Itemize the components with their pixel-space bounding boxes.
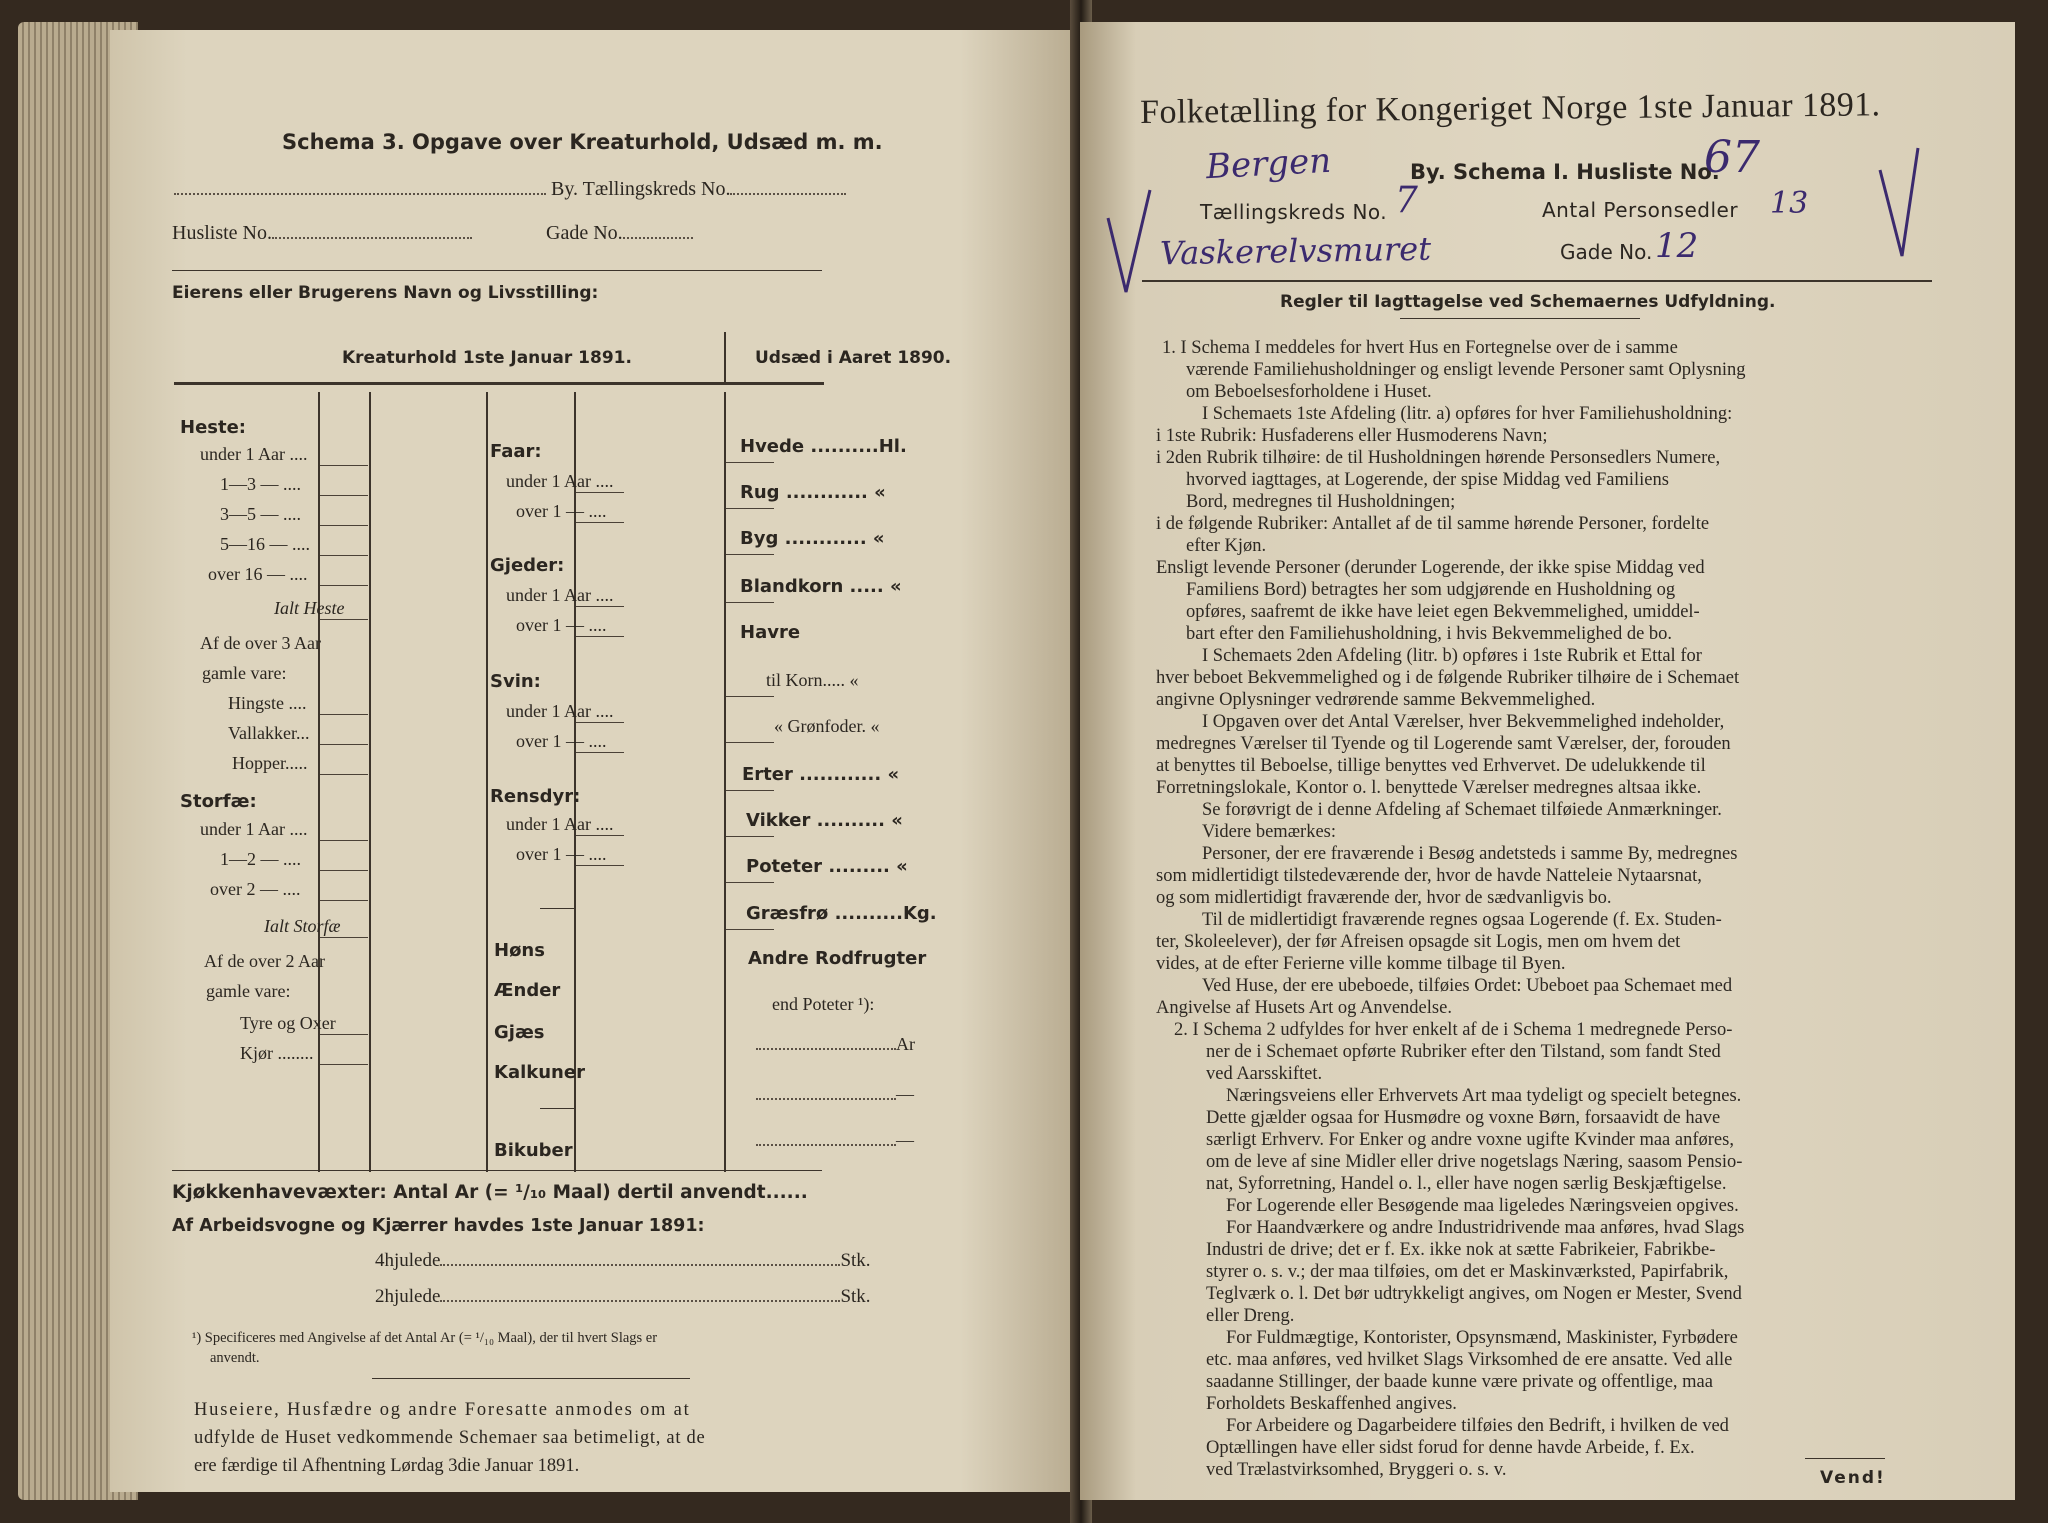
rule-line-50: For Arbeidere og Dagarbeidere tilføies den Bedrift, i hvilken de ved: [1226, 1416, 1729, 1436]
rule-line-25: som midlertidigt tilstedeværende der, hvor de havde Natteleie Nytaarsnat,: [1156, 866, 1702, 886]
gjeder-label: Gjeder:: [490, 555, 565, 576]
by-schema-husliste: By. Schema I. Husliste No.: [1410, 160, 1720, 184]
rule-line-24: Personer, der ere fraværende i Besøg andetsteds i samme By, medregnes: [1202, 844, 1738, 864]
hingste: Hingste ....: [228, 693, 307, 713]
gamle-vare-1: gamle vare:: [202, 663, 287, 683]
rule-line-39: nat, Syforretning, Handel o. l., eller have nogen særlig Beskjæftigelse.: [1206, 1174, 1727, 1194]
rule-line-37: særligt Erhverv. For Enker og andre voxne ugifte Kvinder maa anføres,: [1206, 1130, 1734, 1150]
rule-line-49: Forholdets Beskaffenhed angives.: [1206, 1394, 1457, 1414]
rule-line-14: bart efter den Familiehusholdning, i hvis Bekvemmelighed de bo.: [1186, 624, 1673, 644]
heste-5-16: 5—16 — ....: [220, 534, 310, 554]
footnote-line-1: ¹) Specificeres med Angivelse af det Antal Ar (= ¹/₁₀ Maal), der til hvert Slags er: [192, 1330, 658, 1346]
gjeder-over1: over 1 — ....: [516, 615, 607, 635]
vallakker: Vallakker...: [228, 723, 310, 743]
aender-label: Ænder: [494, 980, 561, 1001]
kjokkenhavevaexter: [172, 1182, 808, 1204]
rule-line-48: saadanne Stillinger, der baade kunne være private og offentlige, maa: [1206, 1372, 1713, 1392]
handwritten-city: Bergen: [1205, 140, 1333, 188]
husliste-label: Husliste No.: [172, 222, 272, 244]
rug-label: Rug ............ «: [740, 482, 886, 503]
rule-line-28: ter, Skoleelever), der før Afreisen opsagde sit Logis, men om hvem det: [1156, 932, 1681, 952]
rule-line-9: i de følgende Rubriker: Antallet af de til samme hørende Personer, fordelte: [1156, 514, 1710, 534]
bikuber-label: Bikuber: [494, 1140, 573, 1161]
faar-label: Faar:: [490, 441, 542, 462]
svin-under1: under 1 Aar ....: [506, 701, 614, 721]
rule-line-35: Næringsveiens eller Erhvervets Art maa tydeligt og specielt betegnes.: [1226, 1086, 1742, 1106]
rule-line-36: Dette gjælder ogsaa for Husmødre og voxne Børn, forsaavidt de have: [1206, 1108, 1721, 1128]
rule-line-10: efter Kjøn.: [1186, 536, 1267, 556]
af-over-2-aar: Af de over 2 Aar: [204, 951, 325, 971]
hjulede2-label: 2hjulede: [375, 1286, 441, 1307]
kalkuner-label: Kalkuner: [494, 1062, 585, 1083]
rule-line-4: I Schemaets 1ste Afdeling (litr. a) opføres for hver Familiehusholdning:: [1202, 404, 1733, 424]
rule-line-2: værende Familiehusholdninger og ensligt levende Personer samt Oplysning: [1186, 360, 1746, 380]
kreaturhold-header: Kreaturhold 1ste Januar 1891.: [342, 348, 632, 368]
rule-line-34: ved Aarsskiftet.: [1206, 1064, 1323, 1084]
heste-label: Heste:: [180, 417, 246, 438]
rule-line-15: I Schemaets 2den Afdeling (litr. b) opføres i 1ste Rubrik et Ettal for: [1202, 646, 1702, 666]
left-page-schema-3: [110, 30, 1076, 1492]
faar-under1: under 1 Aar ....: [506, 471, 614, 491]
hjulede4-label: 4hjulede: [375, 1250, 441, 1271]
rodfrugter-ar-line: [756, 1034, 915, 1055]
gamle-vare-2: gamle vare:: [206, 981, 291, 1001]
closing-line-1: Huseiere, Husfædre og andre Foresatte anmodes om at: [194, 1400, 691, 1420]
stk-label: Stk.: [840, 1250, 871, 1271]
rule-line-30: Ved Huse, der ere ubeboede, tilføies Ordet: Ubeboet paa Schemaet med: [1202, 976, 1733, 996]
rule-line-5: i 1ste Rubrik: Husfaderens eller Husmoderens Navn;: [1156, 426, 1548, 446]
handwritten-check-marks: [1080, 22, 2015, 322]
rule-line-1: 1. I Schema I meddeles for hvert Hus en Fortegnelse over de i samme: [1162, 338, 1678, 358]
svin-label: Svin:: [490, 671, 541, 692]
rule-line-13: opføres, saafremt de ikke have leiet egen Bekvemmelighed, umiddel-: [1186, 602, 1700, 622]
heste-under1: under 1 Aar ....: [200, 444, 308, 464]
stk-label-2: Stk.: [840, 1286, 871, 1307]
andre-rodfrugter: Andre Rodfrugter: [748, 948, 927, 969]
rule-line-16: hver beboet Bekvemmelighed og i de følgende Rubriker tilhøire de i Schemaet: [1156, 668, 1740, 688]
gade-label: Gade No.: [546, 222, 623, 244]
ialt-storfae: Ialt Storfæ: [264, 916, 341, 936]
rule-line-11: Ensligt levende Personer (derunder Logerende, der ikke spise Middag ved: [1156, 558, 1705, 578]
handwritten-antal: 13: [1770, 186, 1809, 221]
rule-line-20: at benyttes til Beboelse, tillige benyttes ved Erhvervet. De udelukkende til: [1156, 756, 1706, 776]
handwritten-husliste: 67: [1704, 132, 1760, 183]
rule-line-40: For Logerende eller Besøgende maa ligeledes Næringsveien opgives.: [1226, 1196, 1739, 1216]
end-poteter: end Poteter ¹):: [772, 994, 875, 1014]
rule-line-21: Forretningslokale, Kontor o. l. benyttede Værelser medregnes altsaa ikke.: [1156, 778, 1702, 798]
byg-label: Byg ............ «: [740, 528, 885, 549]
udsaed-header: Udsæd i Aaret 1890.: [755, 348, 952, 368]
hons-label: Høns: [494, 940, 545, 961]
rule-line-31: Angivelse af Husets Art og Anvendelse.: [1156, 998, 1452, 1018]
by-kreds-label: By. Tællingskreds No.: [551, 178, 731, 200]
erter-label: Erter ............ «: [742, 764, 900, 785]
rule-line-8: Bord, medregnes til Husholdningen;: [1186, 492, 1456, 512]
dash-2: —: [896, 1084, 914, 1104]
rule-line-12: Familiens Bord) betragtes her som udgjørende en Husholdning og: [1186, 580, 1676, 600]
vend-label: Vend!: [1820, 1468, 1886, 1488]
rule-line-47: etc. maa anføres, ved hvilket Slags Virksomhed de ere ansatte. Ved alle: [1206, 1350, 1733, 1370]
ar-unit: Ar: [896, 1034, 915, 1054]
regler-heading: Regler til Iagttagelse ved Schemaernes Udfyldning.: [1280, 292, 1776, 312]
handwritten-kreds: 7: [1395, 180, 1418, 221]
arbeidsvogne: Af Arbeidsvogne og Kjærrer havdes 1ste Januar 1891:: [172, 1216, 705, 1236]
taellingskreds-label: Tællingskreds No.: [1200, 200, 1388, 224]
poteter-label: Poteter ......... «: [746, 856, 908, 877]
rule-line-3: om Beboelsesforholdene i Huset.: [1186, 382, 1432, 402]
rensdyr-over1: over 1 — ....: [516, 844, 607, 864]
schema3-title: Schema 3. Opgave over Kreaturhold, Udsæd m. m.: [282, 130, 883, 154]
havre-label: Havre: [740, 622, 801, 643]
husliste-gade-line: [172, 222, 693, 245]
hjulede2-line: [375, 1286, 871, 1308]
heste-over16: over 16 — ....: [208, 564, 308, 584]
graesfro-label: Græsfrø ..........Kg.: [746, 903, 937, 924]
rule-line-7: hvorved iagttages, at Logerende, der spise Middag ved Familiens: [1186, 470, 1669, 490]
rule-line-45: eller Dreng.: [1206, 1306, 1295, 1326]
gronfoder: « Grønfoder. «: [774, 716, 880, 736]
handwritten-street: Vaskerelvsmuret: [1159, 229, 1432, 273]
heste-3-5: 3—5 — ....: [220, 504, 301, 524]
rensdyr-label: Rensdyr:: [490, 786, 581, 807]
svin-over1: over 1 — ....: [516, 731, 607, 751]
antal-personsedler-label: Antal Personsedler: [1542, 198, 1739, 222]
by-kreds-line: [174, 178, 846, 201]
gjeder-under1: under 1 Aar ....: [506, 585, 614, 605]
storfae-1-2: 1—2 — ....: [220, 849, 301, 869]
owner-label: Eierens eller Brugerens Navn og Livsstilling:: [172, 283, 599, 303]
handwritten-gade: 12: [1655, 226, 1699, 266]
hopper: Hopper.....: [232, 753, 308, 773]
rule-line-33: ner de i Schemaet opførte Rubriker efter den Tilstand, som fandt Sted: [1206, 1042, 1721, 1062]
storfae-under1: under 1 Aar ....: [200, 819, 308, 839]
rodfrugter-line-3: [756, 1130, 914, 1151]
rule-line-17: angivne Oplysninger vedrørende samme Bekvemmelighed.: [1156, 690, 1596, 710]
rule-line-52: ved Trælastvirksomhed, Bryggeri o. s. v.: [1206, 1460, 1507, 1480]
dash-3: —: [896, 1130, 914, 1150]
rule-line-29: vides, at de efter Ferierne ville komme tilbage til Byen.: [1156, 954, 1566, 974]
closing-line-3: ere færdige til Afhentning Lørdag 3die Januar 1891.: [194, 1456, 580, 1476]
kjor: Kjør ........: [240, 1043, 314, 1063]
rule-line-27: Til de midlertidigt fraværende regnes ogsaa Logerende (f. Ex. Studen-: [1202, 910, 1722, 930]
rule-line-23: Videre bemærkes:: [1202, 822, 1336, 842]
gade-no-label: Gade No.: [1560, 240, 1653, 264]
rule-line-22: Se forøvrigt de i denne Afdeling af Schemaet tilføiede Anmærkninger.: [1202, 800, 1722, 820]
rule-line-46: For Fuldmægtige, Kontorister, Opsynsmænd, Maskinister, Fyrbødere: [1226, 1328, 1738, 1348]
right-page-schema-1-rules: [1080, 22, 2015, 1500]
storfae-over2: over 2 — ....: [210, 879, 301, 899]
kjokken-text: Kjøkkenhavevæxter: Antal Ar (= ¹/₁₀ Maal) dertil anvendt......: [172, 1182, 808, 1203]
rule-line-26: og som midlertidigt fraværende der, hvor de sædvanligvis bo.: [1156, 888, 1612, 908]
storfae-label: Storfæ:: [180, 791, 257, 812]
census-title: Folketælling for Kongeriget Norge 1ste Januar 1891.: [1140, 86, 1881, 131]
gjaes-label: Gjæs: [494, 1022, 545, 1043]
tyre-og-oxer: Tyre og Oxer: [240, 1013, 336, 1033]
rule-line-19: medregnes Værelser til Tyende og til Logerende samt Værelser, der, forouden: [1156, 734, 1731, 754]
ialt-heste: Ialt Heste: [274, 598, 345, 618]
blandkorn-label: Blandkorn ..... «: [740, 576, 902, 597]
heste-1-3: 1—3 — ....: [220, 474, 301, 494]
rodfrugter-line-2: [756, 1084, 914, 1105]
rensdyr-under1: under 1 Aar ....: [506, 814, 614, 834]
rule-line-43: styrer o. s. v.; der maa tilføies, om det er Maskinværksted, Papirfabrik,: [1206, 1262, 1729, 1282]
faar-over1: over 1 — ....: [516, 501, 607, 521]
rule-line-38: om de leve af sine Midler eller drive nogetslags Næring, saasom Pensio-: [1206, 1152, 1743, 1172]
rule-line-41: For Haandværkere og andre Industridrivende maa anføres, hvad Slags: [1226, 1218, 1745, 1238]
til-korn: til Korn..... «: [766, 670, 859, 690]
af-over-3-aar: Af de over 3 Aar: [200, 633, 321, 653]
hjulede4-line: [375, 1250, 871, 1272]
rule-line-18: I Opgaven over det Antal Værelser, hver Bekvemmelighed indeholder,: [1202, 712, 1725, 732]
rule-line-44: Teglværk o. l. Det bør udtrykkeligt angives, om Nogen er Mester, Svend: [1206, 1284, 1742, 1304]
rule-line-32: 2. I Schema 2 udfyldes for hver enkelt af de i Schema 1 medregnede Perso-: [1174, 1020, 1733, 1040]
footnote-line-2: anvendt.: [210, 1350, 260, 1366]
rule-line-42: Industri de drive; det er f. Ex. ikke nok at sætte Fabrikeier, Fabrikbe-: [1206, 1240, 1716, 1260]
vikker-label: Vikker .......... «: [746, 810, 903, 831]
hvede-label: Hvede ..........Hl.: [740, 436, 907, 457]
rule-line-6: i 2den Rubrik tilhøire: de til Husholdningen hørende Personsedlers Numere,: [1156, 448, 1721, 468]
closing-line-2: udfylde de Huset vedkommende Schemaer saa betimeligt, at de: [194, 1428, 706, 1448]
rule-line-51: Optællingen have eller sidst forud for denne havde Arbeide, f. Ex.: [1206, 1438, 1695, 1458]
